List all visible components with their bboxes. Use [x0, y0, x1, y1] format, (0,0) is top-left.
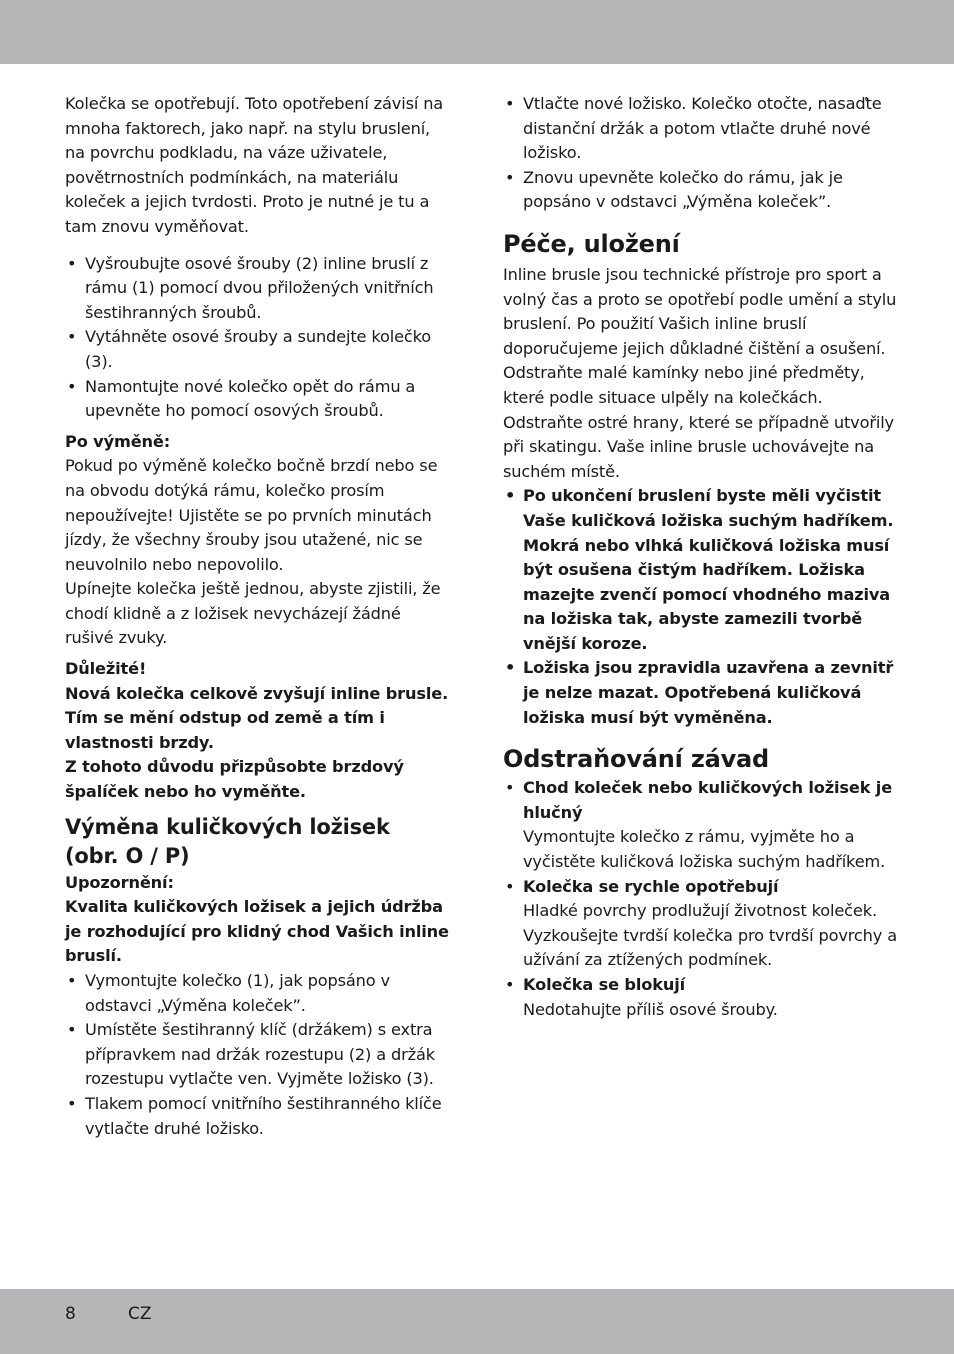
after-replacement-text: Pokud po výměně kolečko bočně brzdí nebo se na obvodu dotýká rámu, kolečko prosím nepoužívejte! Ujistěte se po prvních minutách jízdy, že všechny šrouby jsou utažené, nic se neuvolnilo nebo nepovolilo.: [65, 456, 438, 574]
troubleshooting-heading: Odstraňování závad: [503, 745, 770, 774]
care-storage-heading: Péče, uložení: [503, 229, 680, 258]
trouble-title: • Kolečka se blokují: [523, 975, 686, 994]
bearing-replacement-heading: Výměna kuličkových ložisek (obr. O / P): [65, 814, 390, 868]
list-item: • Znovu upevněte kolečko do rámu, jak je popsáno v odstavci „Výměna koleček”.: [503, 166, 898, 215]
list-item: • Po ukončení bruslení byste měli vyčistit Vaše kuličková ložiska suchým hadříkem. Mokrá nebo vlhká kuličková ložiska musí být osušena čistým hadříkem. Ložiska mazejte zvenčí pomocí vhodného maziva na ložiska tak, abyste zamezili tvorbě vnější koroze.: [503, 484, 898, 656]
after-replacement-title: Po výměně:: [65, 431, 171, 451]
important-text-2: Z tohoto důvodu přizpůsobte brzdový špalíček nebo ho vyměňte.: [65, 757, 404, 802]
important-title: Důležité!: [65, 659, 147, 679]
trouble-title: • Kolečka se rychle opotřebují: [523, 876, 779, 896]
list-item: • Umístěte šestihranný klíč (držákem) s extra přípravkem nad držák rozestupu (2) a držák rozestupu vytlačte ven. Vyjměte ložisko (3).: [65, 1018, 450, 1092]
care-bullets: [503, 484, 898, 730]
list-item: • Vyšroubujte osové šrouby (2) inline bruslí z rámu (1) pomocí dvou přiložených vnitřních šestihranných šroubů.: [65, 252, 450, 326]
list-item: [503, 776, 898, 874]
language-code: CZ: [128, 1304, 152, 1324]
bearing-replacement-steps: [65, 969, 450, 1141]
list-item: • Vytáhněte osové šrouby a sundejte kolečko (3).: [65, 325, 450, 374]
page-number: 8: [65, 1304, 76, 1324]
intro-paragraph: Kolečka se opotřebují. Toto opotřebení závisí na mnoha faktorech, jako např. na stylu bruslení, na povrchu podkladu, na váze uživatele, povětrnostních podmínkách, na materiálu koleček a jejich tvrdosti. Proto je nutné je tu a tam znovu vyměňovat.: [65, 94, 444, 236]
troubleshooting-list: [503, 776, 898, 1022]
trouble-title: • Chod koleček nebo kuličkových ložisek je hlučný: [523, 778, 893, 822]
after-replacement-text-2: Upínejte kolečka ještě jednou, abyste zjistili, že chodí klidně a z ložisek nevycházejí žádné rušivé zvuky.: [65, 579, 441, 648]
warning-title: Upozornění:: [65, 872, 174, 892]
important-text: Nová kolečka celkově zvyšují inline brusle. Tím se mění odstup od země a tím i vlastnosti brzdy.: [65, 683, 449, 752]
wheel-replacement-steps: [65, 252, 450, 424]
list-item: [503, 973, 898, 1022]
warning-text: Kvalita kuličkových ložisek a jejich údržba je rozhodující pro klidný chod Vašich inline bruslí.: [65, 897, 449, 966]
list-item: • Namontujte nové kolečko opět do rámu a upevněte ho pomocí osových šroubů.: [65, 375, 450, 424]
bearing-replacement-steps-continued: [503, 92, 898, 215]
trouble-text: Hladké povrchy prodlužují životnost koleček. Vyzkoušejte tvrdší kolečka pro tvrdší povrchy a užívání za ztížených podmínek.: [523, 901, 897, 970]
left-column: [65, 92, 450, 1141]
list-item: • Tlakem pomocí vnitřního šestihranného klíče vytlačte druhé ložisko.: [65, 1092, 450, 1141]
right-column: [503, 92, 898, 1022]
list-item: • Vtlačte nové ložisko. Kolečko otočte, nasaďte distanční držák a potom vtlačte druhé nové ložisko.: [503, 92, 898, 166]
list-item: • Vymontujte kolečko (1), jak popsáno v odstavci „Výměna koleček”.: [65, 969, 450, 1018]
list-item: • Ložiska jsou zpravidla uzavřena a zevnitř je nelze mazat. Opotřebená kuličková ložiska musí být vyměněna.: [503, 656, 898, 730]
header-band: [0, 0, 954, 64]
list-item: [503, 875, 898, 973]
trouble-text: Vymontujte kolečko z rámu, vyjměte ho a vyčistěte kuličková ložiska suchým hadříkem.: [523, 827, 886, 872]
care-paragraph: Inline brusle jsou technické přístroje pro sport a volný čas a proto se opotřebí podle umění a stylu bruslení. Po použití Vašich inline bruslí doporučujeme jejich důkladné čištění a osušení. Odstraňte malé kamínky nebo jiné předměty, které podle situace ulpěly na kolečkách. Odstraňte ostré hrany, které se případně utvořily při skatingu. Vaše inline brusle uchovávejte na suchém místě.: [503, 264, 897, 481]
trouble-text: Nedotahujte příliš osové šrouby.: [523, 999, 778, 1019]
